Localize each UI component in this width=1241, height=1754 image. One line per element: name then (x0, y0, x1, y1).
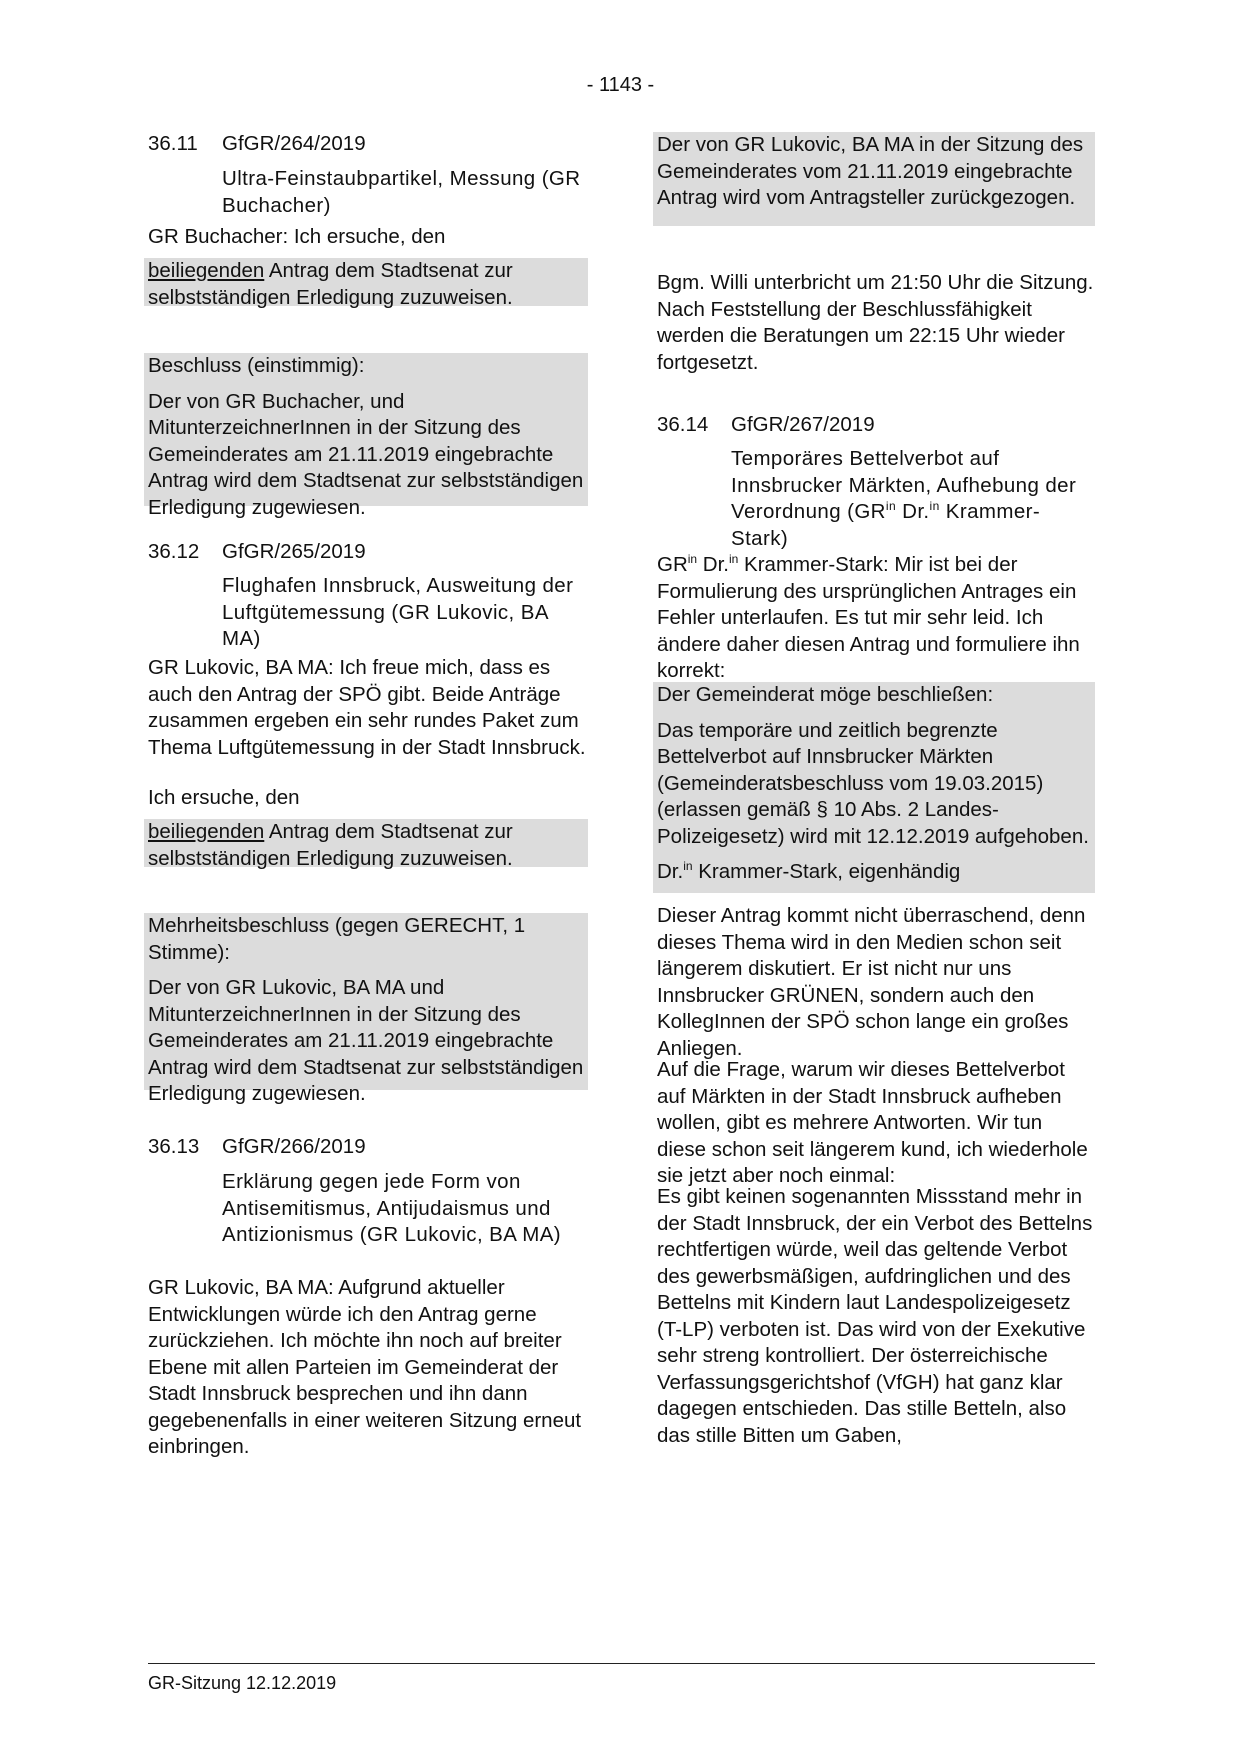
decision-box (144, 913, 588, 1105)
interruption-text: Bgm. Willi unterbricht um 21:50 Uhr die Sitzung. Nach Feststellung der Beschlussfähigkeit werden die Beratungen um 22:15 Uhr wieder fortgesetzt. (657, 271, 1094, 374)
motion-text: Das temporäre und zeitlich begrenzte Bettelverbot auf Innsbrucker Märkten (Gemeinderatsbeschluss vom 19.03.2015) (erlassen gemäß § 10 Abs. 2 Landes-Polizeigesetz) wird mit 12.12.2019 aufgehoben. (657, 718, 1089, 848)
item-code: GfGR/264/2019 (222, 132, 366, 155)
decision-text: Der von GR Lukovic, BA MA und MitunterzeichnerInnen in der Sitzung des Gemeinderates am 21.11.2019 eingebrachte Antrag wird dem Stadtsenat zur selbstständigen Erledigung zugewiesen. (148, 976, 584, 1105)
item-code: GfGR/266/2019 (222, 1135, 366, 1158)
item-number: 36.13 (148, 1135, 200, 1158)
motion-box (653, 682, 1095, 893)
item-title: Ultra-Feinstaubpartikel, Messung (GR Buchacher) (222, 167, 581, 217)
withdrawal-box: Der von GR Lukovic, BA MA in der Sitzung des Gemeinderates vom 21.11.2019 eingebrachte Antrag wird vom Antragsteller zurückgezogen. (653, 132, 1095, 226)
footer-text: GR-Sitzung 12.12.2019 (148, 1673, 337, 1693)
paragraph-3: Es gibt keinen sogenannten Missstand mehr in der Stadt Innsbruck, der ein Verbot des Bettelns rechtfertigen würde, weil das geltende Verbot des gewerbsmäßigen, aufdringlichen und des Bettelns mit Kindern laut Landespolizeigesetz (T-LP) verboten ist. Das wird von der Exekutive sehr streng kontrolliert. Der österreichische Verfassungsgerichtshof (VfGH) hat ganz klar dagegen entschieden. Das stille Betteln, also das stille Bitten um Gaben, (657, 1185, 1093, 1447)
item-code: GfGR/265/2019 (222, 540, 366, 563)
speech-text: GR Buchacher: Ich ersuche, den (148, 225, 446, 248)
footer-divider (148, 1663, 1095, 1664)
item-number: 36.14 (657, 413, 709, 436)
motion-text: Antrag dem Stadtsenat zur selbstständigen Erledigung zuzuweisen. (148, 820, 513, 870)
decision-box (144, 353, 588, 519)
decision-text: Der von GR Buchacher, und MitunterzeichnerInnen in der Sitzung des Gemeinderates am 21.11.2019 eingebrachte Antrag wird dem Stadtsenat zur selbstständigen Erledigung zugewiesen. (148, 389, 584, 519)
speech-text-2: Ich ersuche, den (148, 786, 300, 809)
decision-heading: Mehrheitsbeschluss (gegen GERECHT, 1 Stimme): (148, 914, 526, 964)
motion-heading: Der Gemeinderat möge beschließen: (657, 683, 994, 706)
item-number: 36.11 (148, 132, 198, 155)
paragraph-2: Auf die Frage, warum wir dieses Bettelverbot auf Märkten in der Stadt Innsbruck aufheben wollen, gibt es mehrere Antworten. Wir tun diese schon seit längerem kund, ich wiederhole sie jetzt aber noch einmal: (657, 1058, 1088, 1187)
motion-box (144, 258, 588, 309)
motion-box (144, 819, 588, 870)
speech-text: GR Lukovic, BA MA: Aufgrund aktueller Entwicklungen würde ich den Antrag gerne zurückziehen. Ich möchte ihn noch auf breiter Ebene mit allen Parteien im Gemeinderat der Stadt Innsbruck besprechen und ihn dann gegebenenfalls in einer weiteren Sitzung erneut einbringen. (148, 1276, 582, 1458)
motion-underlined: beiliegenden (148, 259, 265, 282)
motion-signature: Dr.$^{in}$ Krammer-Stark, eigenhändig (657, 859, 961, 883)
page-number: - 1143 - (586, 74, 655, 96)
speech-text: GR Lukovic, BA MA: Ich freue mich, dass es auch den Antrag der SPÖ gibt. Beide Anträge zusammen ergeben ein sehr rundes Paket zum Thema Luftgütemessung in der Stadt Innsbruck. (148, 656, 586, 759)
item-title: Erklärung gegen jede Form von Antisemitismus, Antijudaismus und Antizionismus (GR Lukovic, BA MA) (222, 1170, 562, 1246)
paragraph-1: Dieser Antrag kommt nicht überraschend, denn dieses Thema wird in den Medien schon seit längerem diskutiert. Er ist nicht nur uns Innsbrucker GRÜNEN, sondern auch den KollegInnen der SPÖ schon lange ein großes Anliegen. (657, 904, 1086, 1060)
speech-text: $GR^{in}$ Dr.$^{in}$ Krammer-Stark: Mir ist bei der Formulierung des ursprünglichen Antrages ein Fehler unterlaufen. Es tut mir sehr leid. Ich ändere daher diesen Antrag und formuliere ihn korrekt: (657, 552, 1080, 682)
item-code: GfGR/267/2019 (731, 413, 875, 436)
item-title: Temporäres Bettelverbot auf Innsbrucker Märkten, Aufhebung der Verordnung ($GR^{in}$ Dr.$^{in}$ Krammer-Stark) (731, 447, 1077, 550)
item-title: Flughafen Innsbruck, Ausweitung der Luftgütemessung (GR Lukovic, BA MA) (222, 574, 574, 650)
decision-heading: Beschluss (einstimmig): (148, 354, 365, 377)
motion-underlined: beiliegenden (148, 820, 265, 843)
motion-text: Antrag dem Stadtsenat zur selbstständigen Erledigung zuzuweisen. (148, 259, 513, 309)
item-number: 36.12 (148, 540, 200, 563)
